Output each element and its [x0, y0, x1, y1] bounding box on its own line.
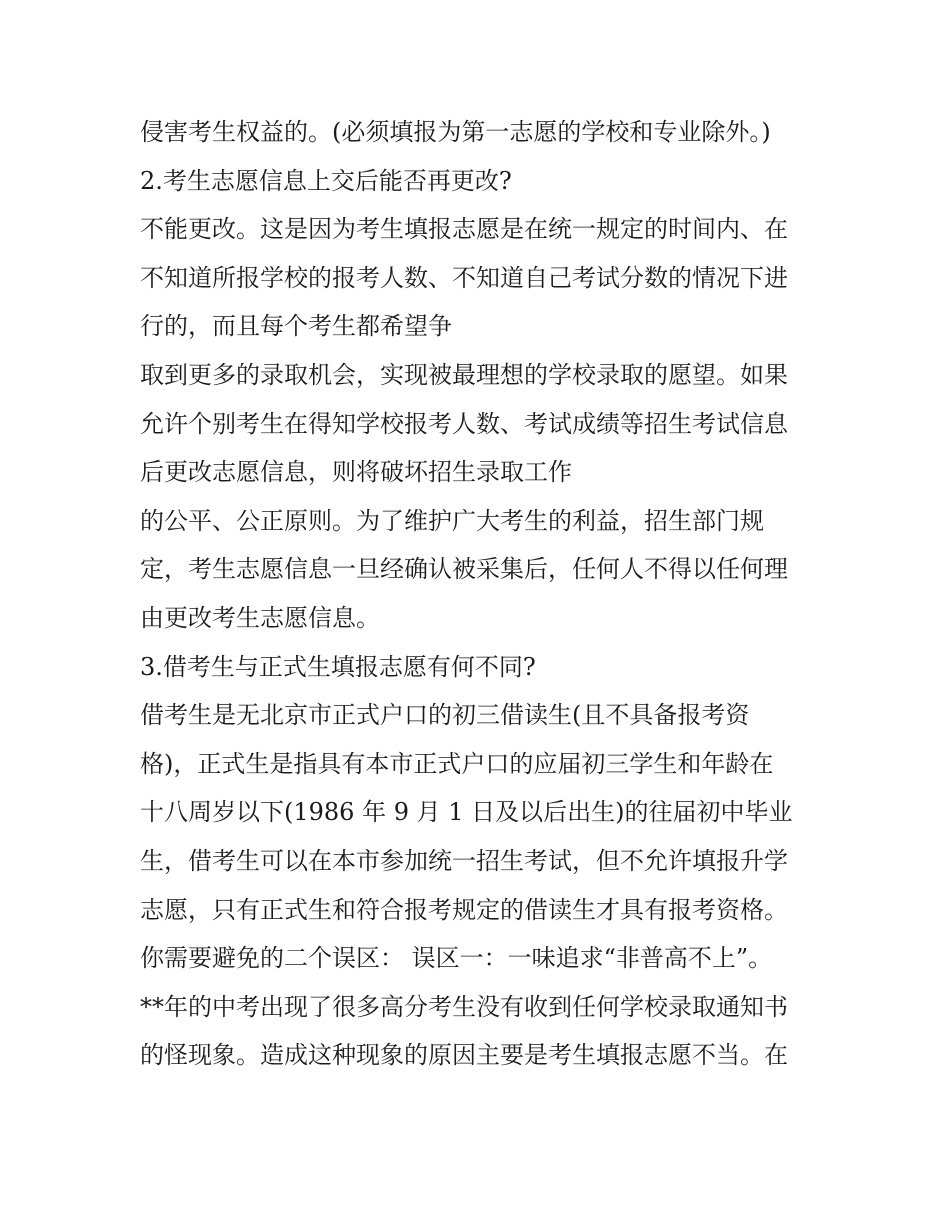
text-line: 由更改考生志愿信息。: [140, 603, 380, 632]
text-line: 借考生是无北京市正式户口的初三借读生(且不具备报考资: [140, 701, 750, 730]
text-line: 不能更改。这是因为考生填报志愿是在统一规定的时间内、在: [140, 215, 788, 244]
text-line: 后更改志愿信息，则将破坏招生录取工作: [140, 458, 572, 487]
text-line: 十八周岁以下(1986 年 9 月 1 日及以后出生)的往届初中毕业: [140, 798, 793, 827]
text-line: 侵害考生权益的。(必须填报为第一志愿的学校和专业除外。): [140, 118, 771, 146]
text-line: 的怪现象。造成这种现象的原因主要是考生填报志愿不当。在: [140, 1041, 788, 1070]
body-text: [140, 108, 820, 1080]
text-line: 定，考生志愿信息一旦经确认被采集后，任何人不得以任何理: [140, 555, 788, 584]
section-heading: 2.考生志愿信息上交后能否再更改?: [140, 166, 512, 195]
text-line: 格)，正式生是指具有本市正式户口的应届初三学生和年龄在: [140, 749, 774, 778]
text-line: 行的，而且每个考生都希望争: [140, 312, 452, 341]
text-line: 你需要避免的二个误区： 误区一：一味追求“非普高不上”。: [140, 944, 773, 973]
section-heading: 3.借考生与正式生填报志愿有何不同?: [140, 652, 536, 681]
text-line: 不知道所报学校的报考人数、不知道自己考试分数的情况下进: [140, 263, 788, 292]
text-line: 生，借考生可以在本市参加统一招生考试，但不允许填报升学: [140, 846, 788, 875]
text-line: **年的中考出现了很多高分考生没有收到任何学校录取通知书: [140, 992, 788, 1021]
text-line: 允许个别考生在得知学校报考人数、考试成绩等招生考试信息: [140, 409, 788, 438]
text-line: 的公平、公正原则。为了维护广大考生的利益，招生部门规: [140, 506, 764, 535]
text-line: 志愿，只有正式生和符合报考规定的借读生才具有报考资格。: [140, 895, 788, 924]
text-line: 取到更多的录取机会，实现被最理想的学校录取的愿望。如果: [140, 360, 788, 389]
